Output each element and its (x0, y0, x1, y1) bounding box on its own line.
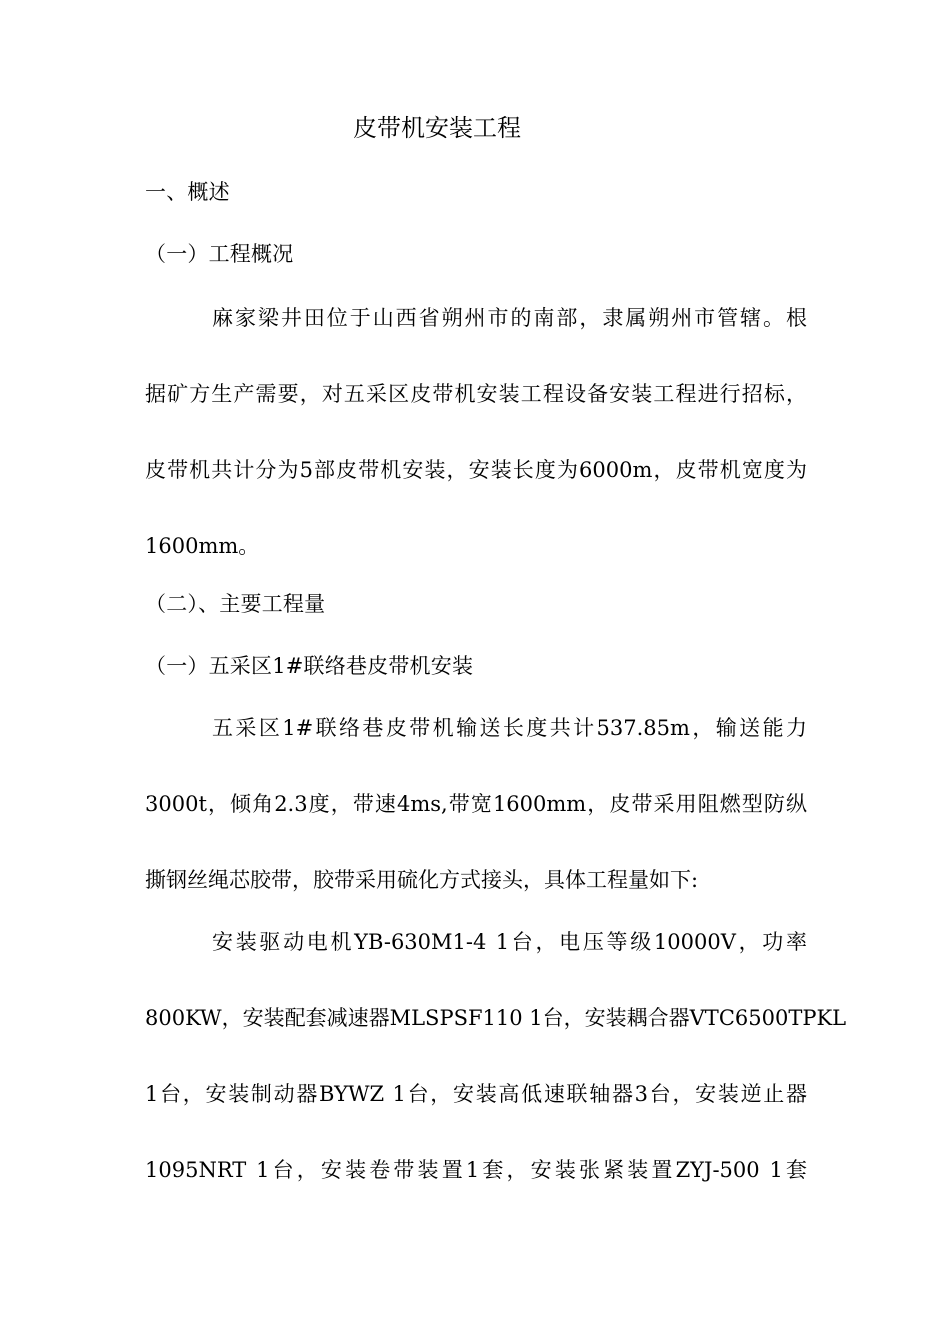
paragraph-line: 3000t，倾角2.3度，带速4ms,带宽1600mm，皮带采用阻燃型防纵 (145, 792, 807, 816)
paragraph-line: 撕钢丝绳芯胶带，胶带采用硫化方式接头，具体工程量如下: (145, 868, 699, 892)
paragraph-line: 安装驱动电机YB-630M1-4 1台，电压等级10000V，功率 (212, 930, 807, 954)
paragraph-line: 皮带机共计分为5部皮带机安装，安装长度为6000m，皮带机宽度为 (145, 458, 807, 482)
paragraph-line: 800KW，安装配套减速器MLSPSF110 1台，安装耦合器VTC6500TPKL (145, 1006, 847, 1030)
paragraph-line: 五采区1#联络巷皮带机输送长度共计537.85m，输送能力 (212, 716, 807, 740)
paragraph-line: 麻家梁井田位于山西省朔州市的南部，隶属朔州市管辖。根 (212, 306, 807, 330)
paragraph-line: 1台，安装制动器BYWZ 1台，安装高低速联轴器3台，安装逆止器 (145, 1082, 807, 1106)
paragraph-line: 1600mm。 (145, 534, 260, 558)
section-heading-overview: 一、概述 (145, 180, 230, 204)
subsection-heading-conveyor-1: （一）五采区1#联络巷皮带机安装 (145, 654, 474, 678)
subsection-heading-project-overview: （一）工程概况 (145, 242, 294, 266)
paragraph-project-overview (145, 280, 807, 584)
document-title: 皮带机安装工程 (353, 114, 521, 142)
paragraph-equipment-list (145, 904, 847, 1208)
paragraph-line: 据矿方生产需要，对五采区皮带机安装工程设备安装工程进行招标， (145, 382, 807, 406)
subsection-heading-main-quantities: （二）、主要工程量 (145, 592, 326, 616)
paragraph-line: 1095NRT 1台，安装卷带装置1套，安装张紧装置ZYJ-500 1套 (145, 1158, 807, 1182)
paragraph-conveyor-specs (145, 690, 807, 918)
